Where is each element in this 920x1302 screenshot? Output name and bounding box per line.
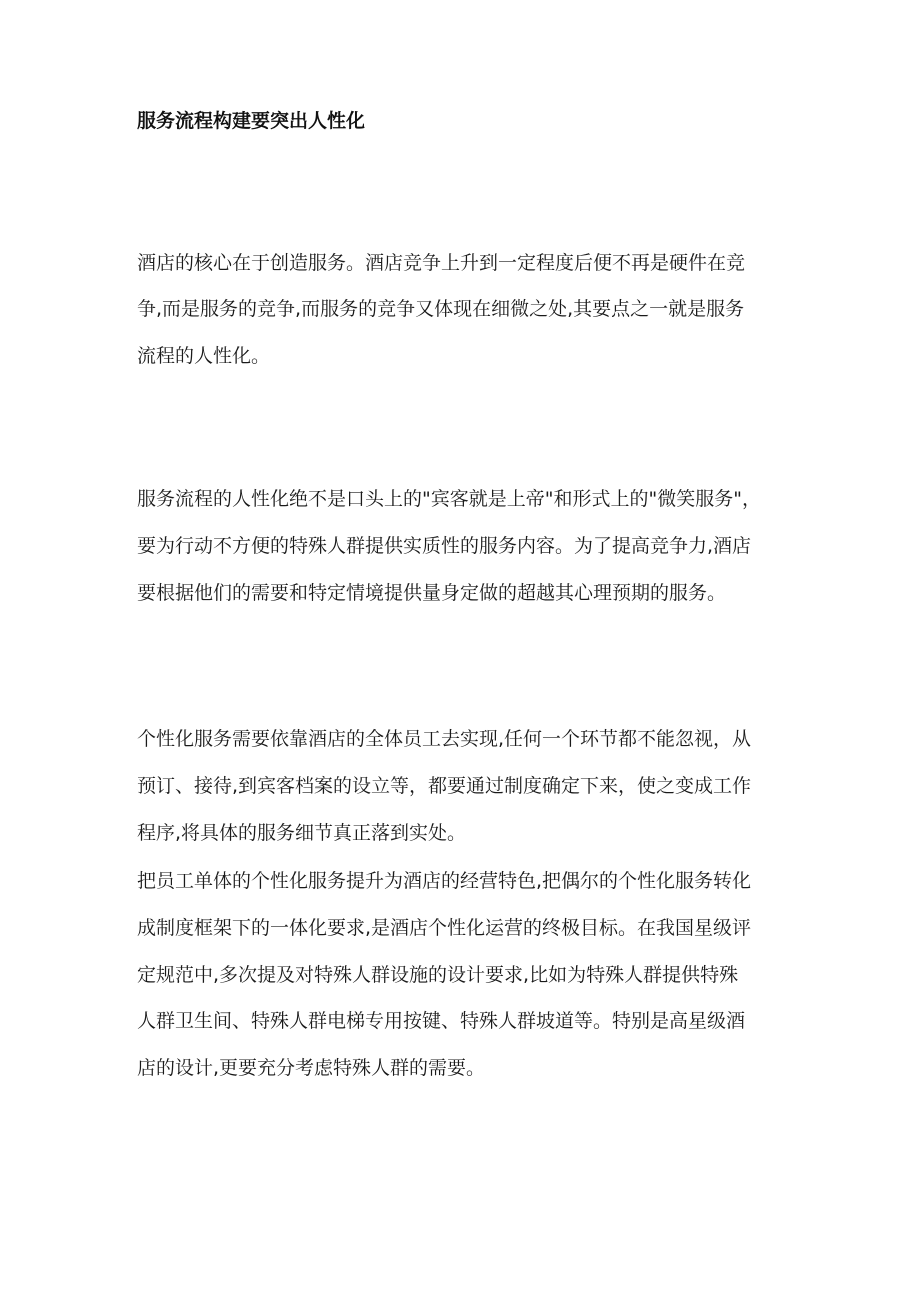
document-title: 服务流程构建要突出人性化 — [137, 110, 366, 132]
paragraph-3-line-2: 预订、接待,到宾客档案的设立等，都要通过制度确定下来，使之变成工作 — [137, 775, 752, 797]
paragraph-4-line-4: 人群卫生间、特殊人群电梯专用按键、特殊人群坡道等。特别是高星级酒 — [137, 1010, 746, 1032]
paragraph-4-line-1: 把员工单体的个性化服务提升为酒店的经营特色,把偶尔的个性化服务转化 — [137, 870, 752, 892]
paragraph-3-line-1: 个性化服务需要依靠酒店的全体员工去实现,任何一个环节都不能忽视，从 — [137, 728, 752, 750]
paragraph-3-line-3: 程序,将具体的服务细节真正落到实处。 — [137, 822, 467, 844]
paragraph-4-line-2: 成制度框架下的一体化要求,是酒店个性化运营的终极目标。在我国星级评 — [137, 917, 752, 939]
paragraph-2-line-1: 服务流程的人性化绝不是口头上的"宾客就是上帝"和形式上的"微笑服务"， — [137, 488, 761, 510]
paragraph-4-line-5: 店的设计,更要充分考虑特殊人群的需要。 — [137, 1057, 486, 1079]
paragraph-4-line-3: 定规范中,多次提及对特殊人群设施的设计要求,比如为特殊人群提供特殊 — [137, 964, 739, 986]
paragraph-1-line-2: 争,而是服务的竞争,而服务的竞争又体现在细微之处,其要点之一就是服务 — [137, 298, 745, 320]
paragraph-2-line-3: 要根据他们的需要和特定情境提供量身定做的超越其心理预期的服务。 — [137, 582, 727, 604]
paragraph-2-line-2: 要为行动不方便的特殊人群提供实质性的服务内容。为了提高竞争力,酒店 — [137, 535, 752, 557]
paragraph-1-line-1: 酒店的核心在于创造服务。酒店竞争上升到一定程度后便不再是硬件在竞 — [137, 252, 746, 274]
paragraph-1-line-3: 流程的人性化。 — [137, 345, 271, 367]
